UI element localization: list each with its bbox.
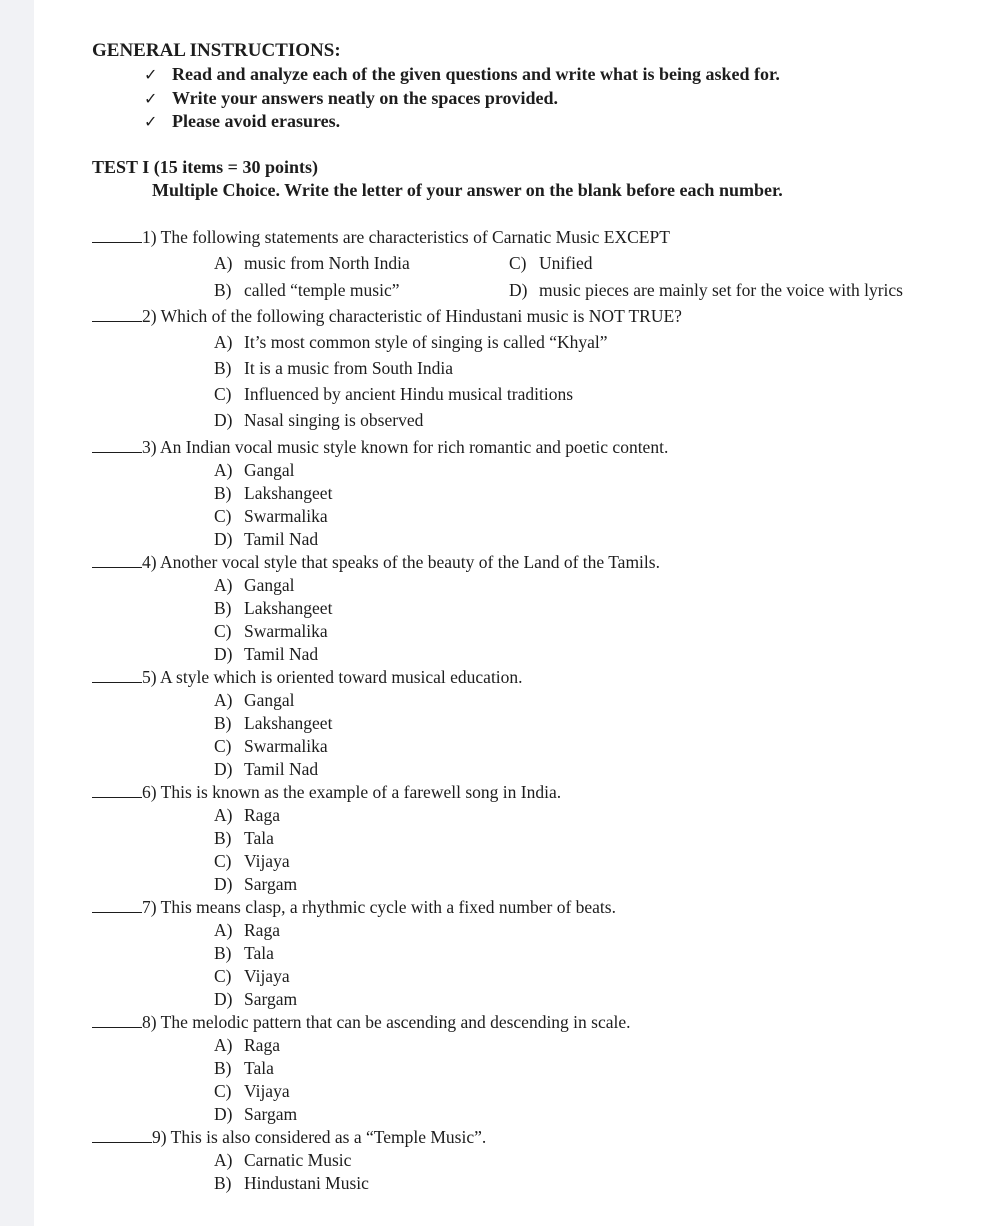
question-text: 8) The melodic pattern that can be ascending and descending in scale. — [142, 1012, 631, 1032]
question-text: 6) This is known as the example of a farewell song in India. — [142, 782, 562, 802]
instruction-text: Read and analyze each of the given questions and write what is being asked for. — [172, 64, 780, 84]
question-4 — [92, 552, 660, 573]
option-d: D) Nasal singing is observed — [214, 410, 424, 430]
check-mark-icon: ✓ — [144, 65, 158, 84]
question-2 — [92, 306, 682, 327]
question-text: 9) This is also considered as a “Temple Music”. — [152, 1127, 487, 1147]
option-a: A) Gangal — [214, 575, 295, 595]
option-b: B) It is a music from South India — [214, 358, 454, 378]
option-d: D) Tamil Nad — [214, 529, 319, 549]
option-c: C) Unified — [509, 253, 593, 273]
option-a: A) music from North India — [214, 253, 410, 273]
question-5 — [92, 667, 523, 688]
test-title: TEST I (15 items = 30 points) — [92, 157, 318, 177]
option-a: A) Raga — [214, 920, 280, 940]
answer-blank[interactable] — [92, 1128, 152, 1143]
document-page — [34, 0, 995, 1226]
answer-blank[interactable] — [92, 228, 142, 243]
answer-blank[interactable] — [92, 1013, 142, 1028]
question-text: 1) The following statements are characteristics of Carnatic Music EXCEPT — [142, 227, 670, 247]
test-directions: Multiple Choice. Write the letter of your answer on the blank before each number. — [152, 180, 783, 200]
question-3 — [92, 437, 668, 458]
option-d: D) music pieces are mainly set for the voice with lyrics — [509, 280, 903, 300]
question-1 — [92, 227, 670, 248]
option-a: A) Carnatic Music — [214, 1150, 352, 1170]
option-b: B) Lakshangeet — [214, 598, 333, 618]
option-c: C) Swarmalika — [214, 506, 328, 526]
option-b: B) Tala — [214, 828, 274, 848]
answer-blank[interactable] — [92, 553, 142, 568]
question-text: 4) Another vocal style that speaks of the beauty of the Land of the Tamils. — [142, 552, 660, 572]
option-d: D) Sargam — [214, 1104, 298, 1124]
answer-blank[interactable] — [92, 783, 142, 798]
option-b: B) Lakshangeet — [214, 483, 333, 503]
option-a: A) Gangal — [214, 690, 295, 710]
option-a: A) It’s most common style of singing is called “Khyal” — [214, 332, 608, 352]
answer-blank[interactable] — [92, 898, 142, 913]
answer-blank[interactable] — [92, 668, 142, 683]
check-mark-icon: ✓ — [144, 112, 158, 131]
option-c: C) Swarmalika — [214, 736, 328, 756]
option-d: D) Sargam — [214, 989, 298, 1009]
question-text: 7) This means clasp, a rhythmic cycle with a fixed number of beats. — [142, 897, 616, 917]
option-b: B) Lakshangeet — [214, 713, 333, 733]
instruction-text: Write your answers neatly on the spaces provided. — [172, 88, 559, 108]
option-d: D) Tamil Nad — [214, 644, 319, 664]
question-text: 5) A style which is oriented toward musical education. — [142, 667, 523, 687]
question-9 — [92, 1127, 486, 1148]
instruction-item — [144, 64, 780, 85]
option-c: C) Vijaya — [214, 851, 290, 871]
question-8 — [92, 1012, 631, 1033]
question-text: 3) An Indian vocal music style known for rich romantic and poetic content. — [142, 437, 669, 457]
answer-blank[interactable] — [92, 307, 142, 322]
option-c: C) Influenced by ancient Hindu musical traditions — [214, 384, 574, 404]
answer-blank[interactable] — [92, 438, 142, 453]
option-c: C) Vijaya — [214, 966, 290, 986]
question-7 — [92, 897, 616, 918]
option-b: B) called “temple music” — [214, 280, 400, 300]
option-b: B) Hindustani Music — [214, 1173, 369, 1193]
option-c: C) Swarmalika — [214, 621, 328, 641]
question-text: 2) Which of the following characteristic of Hindustani music is NOT TRUE? — [142, 306, 682, 326]
instruction-text: Please avoid erasures. — [172, 111, 341, 131]
option-a: A) Raga — [214, 1035, 280, 1055]
option-b: B) Tala — [214, 1058, 274, 1078]
option-c: C) Vijaya — [214, 1081, 290, 1101]
option-d: D) Sargam — [214, 874, 298, 894]
option-b: B) Tala — [214, 943, 274, 963]
option-d: D) Tamil Nad — [214, 759, 319, 779]
option-a: A) Gangal — [214, 460, 295, 480]
question-6 — [92, 782, 561, 803]
check-mark-icon: ✓ — [144, 89, 158, 108]
instruction-item — [144, 88, 558, 109]
general-instructions-title: GENERAL INSTRUCTIONS: — [92, 40, 341, 61]
instruction-item — [144, 111, 340, 132]
option-a: A) Raga — [214, 805, 280, 825]
